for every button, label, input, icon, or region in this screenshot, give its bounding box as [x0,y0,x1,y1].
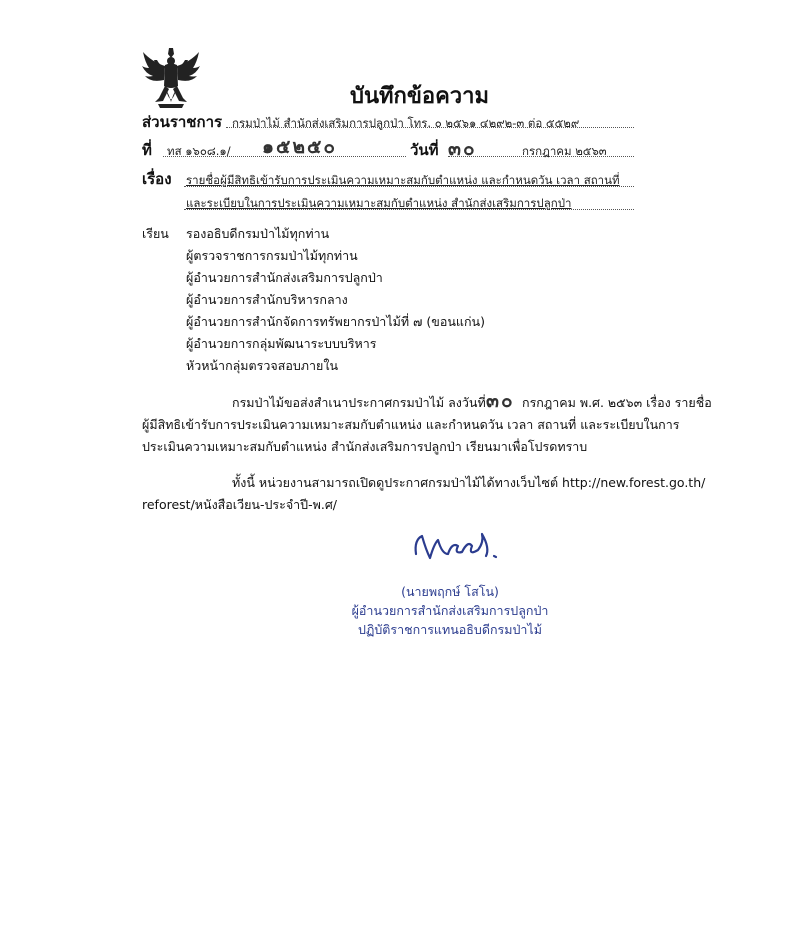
subject-label: เรื่อง [142,170,172,188]
recipient-5: ผู้อำนวยการสำนักจัดการทรัพยากรป่าไม้ที่ ๗ (ขอนแก่น) [186,314,485,329]
para1-part-b: กรกฎาคม พ.ศ. ๒๕๖๓ เรื่อง รายชื่อ [522,395,712,410]
para1-part-a: กรมป่าไม้ขอส่งสำเนาประกาศกรมป่าไม้ ลงวันที่ [232,395,486,410]
recipient-6: ผู้อำนวยการกลุ่มพัฒนาระบบบริหาร [186,336,377,351]
para1-line-2: ผู้มีสิทธิเข้ารับการประเมินความเหมาะสมกับตำแหน่ง และกำหนดวัน เวลา สถานที่ และระเบียบในการ [142,417,680,432]
para1-line-3: ประเมินความเหมาะสมกับตำแหน่ง สำนักส่งเสริมการปลูกป่า เรียนมาเพื่อโปรดทราบ [142,439,588,454]
subject-line-2: และระเบียบในการประเมินความเหมาะสมกับตำแหน่ง สำนักส่งเสริมการปลูกป่า [186,196,572,210]
recipient-3: ผู้อำนวยการสำนักส่งเสริมการปลูกป่า [186,270,383,285]
signature-icon [408,520,503,570]
ref-number-handwritten: ๑๕๒๕๐ [262,136,337,158]
agency-value: กรมป่าไม้ สำนักส่งเสริมการปลูกป่า โทร. ๐ ๒๕๖๑ ๔๒๙๒-๓ ต่อ ๕๕๒๙ [232,116,580,130]
recipient-4: ผู้อำนวยการสำนักบริหารกลาง [186,292,348,307]
signer-acting: ปฏิบัติราชการแทนอธิบดีกรมป่าไม้ [358,622,542,637]
ref-label: ที่ [142,141,152,159]
garuda-emblem-icon [140,46,202,112]
signer-position: ผู้อำนวยการสำนักส่งเสริมการปลูกป่า [351,603,549,618]
salutation-label: เรียน [142,226,169,241]
ref-value: ทส ๑๖๐๘.๑/ [167,144,231,158]
memo-title: บันทึกข้อความ [350,84,490,109]
para2-line-2: reforest/หนังสือเวียน-ประจำปี-พ.ศ/ [142,497,337,512]
subject-line-1: รายชื่อผู้มีสิทธิเข้ารับการประเมินความเหมาะสมกับตำแหน่ง และกำหนดวัน เวลา สถานที่ [186,173,620,187]
para2-line-1: ทั้งนี้ หน่วยงานสามารถเปิดดูประกาศกรมป่าไม้ได้ทางเว็บไซต์ http://new.forest.go.th/ [232,475,706,490]
recipient-1: รองอธิบดีกรมป่าไม้ทุกท่าน [186,226,330,241]
date-day-handwritten: ๓๐ [448,138,477,160]
para1-day-handwritten: ๓๐ [486,390,515,412]
recipient-2: ผู้ตรวจราชการกรมป่าไม้ทุกท่าน [186,248,358,263]
date-month-year: กรกฎาคม ๒๕๖๓ [522,144,607,158]
recipient-7: หัวหน้ากลุ่มตรวจสอบภายใน [186,358,339,373]
date-label: วันที่ [410,141,439,159]
signer-name: (นายพฤกษ์ โสโน) [401,584,499,599]
agency-label: ส่วนราชการ [142,113,223,131]
